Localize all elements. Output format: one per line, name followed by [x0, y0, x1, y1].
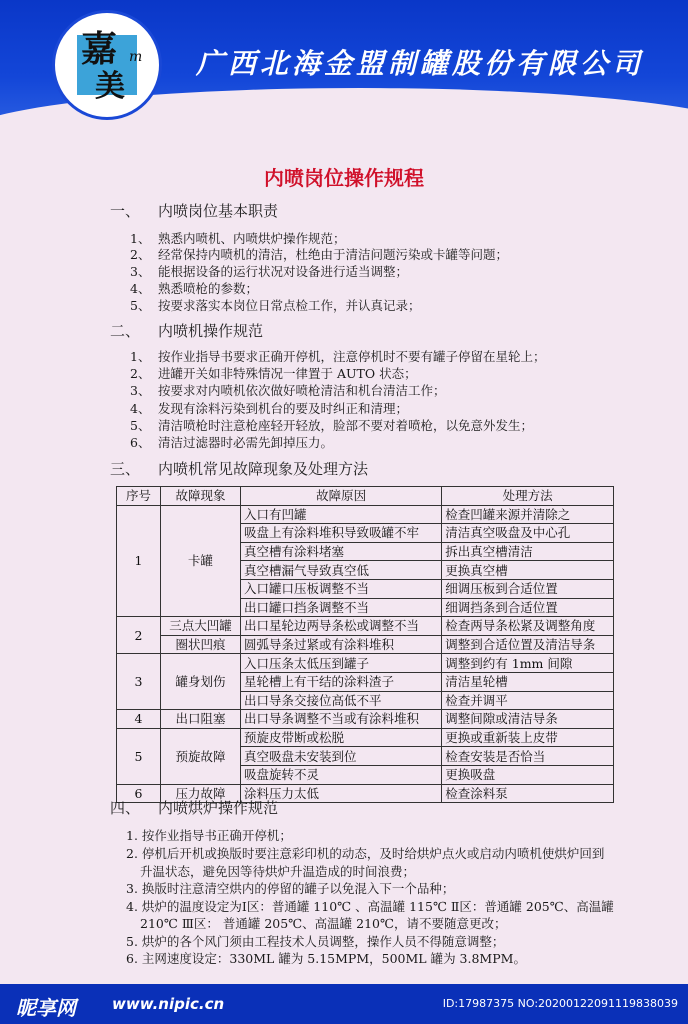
- paragraph-line: 210℃ Ⅲ区： 普通罐 205℃、高温罐 210℃，请不要随意更改；: [140, 916, 507, 931]
- fault-fix: 检查安装是否恰当: [442, 747, 614, 766]
- table-header-row: [117, 487, 614, 506]
- fault-fix: 检查凹罐来源并清除之: [442, 505, 614, 524]
- fault-fix: 更换吸盘: [442, 765, 614, 784]
- paragraph-line: 4. 烘炉的温度设定为Ⅰ区：普通罐 110℃ 、高温罐 115℃ Ⅱ区：普通罐 205℃、高温罐: [126, 899, 614, 914]
- fault-cause: 入口压条太低压到罐子: [241, 654, 442, 673]
- list-item: 1、 按作业指导书要求正确开停机，注意停机时不要有罐子停留在星轮上；: [130, 349, 546, 364]
- logo-letter: m: [129, 49, 143, 65]
- fault-cause: 入口罐口压板调整不当: [241, 579, 442, 598]
- fault-phenomenon: 罐身划伤: [160, 654, 240, 710]
- fault-fix: 检查两导条松紧及调整角度: [442, 617, 614, 636]
- paragraph-line: 5. 烘炉的各个风门须由工程技术人员调整，操作人员不得随意调整；: [126, 934, 505, 949]
- list-item: 2、 进罐开关如非特殊情况一律置于 AUTO 状态；: [130, 366, 417, 381]
- fault-cause: 真空吸盘未安装到位: [241, 747, 442, 766]
- row-number: 3: [117, 654, 161, 710]
- list-item: 5、 按要求落实本岗位日常点检工作，并认真记录；: [130, 298, 421, 313]
- image-id: ID:17987375 NO:20200122091119838039: [442, 997, 678, 1010]
- fault-phenomenon: 预旋故障: [160, 728, 240, 784]
- table-row: [117, 728, 614, 747]
- fault-cause: 吸盘上有涂料堆积导致吸罐不牢: [241, 524, 442, 543]
- fault-fix: 细调挡条到合适位置: [442, 598, 614, 617]
- fault-cause: 预旋皮带断或松脱: [241, 728, 442, 747]
- fault-cause: 出口导条调整不当或有涂料堆积: [241, 710, 442, 729]
- fault-cause: 出口罐口挡条调整不当: [241, 598, 442, 617]
- list-item: 6、 清洁过滤器时必需先卸掉压力。: [130, 435, 334, 450]
- fault-fix: 清洁星轮槽: [442, 672, 614, 691]
- company-logo: [52, 10, 162, 120]
- table-row: [117, 617, 614, 636]
- fault-fix: 检查并调平: [442, 691, 614, 710]
- fault-cause: 真空槽漏气导致真空低: [241, 561, 442, 580]
- fault-cause: 出口星轮边两导条松或调整不当: [241, 617, 442, 636]
- paragraph-line: 3. 换版时注意清空烘内的停留的罐子以免混入下一个品种；: [126, 881, 455, 896]
- watermark-brand: 昵享网: [16, 996, 76, 1020]
- fault-cause: 真空槽有涂料堵塞: [241, 542, 442, 561]
- section-number: 一、: [110, 202, 141, 220]
- fault-cause: 圆弧导条过紧或有涂料堆积: [241, 635, 442, 654]
- section-number: 三、: [110, 460, 141, 478]
- fault-fix: 调整到合适位置及清洁导条: [442, 635, 614, 654]
- fault-phenomenon: 卡罐: [160, 505, 240, 617]
- fault-phenomenon: 压力故障: [160, 784, 240, 803]
- logo-char-1: 嘉: [81, 28, 118, 70]
- company-name: 广西北海金盟制罐股份有限公司: [196, 47, 645, 80]
- document-title: 内喷岗位操作规程: [264, 166, 424, 190]
- fault-cause: 出口导条交接位高低不平: [241, 691, 442, 710]
- fault-phenomenon: 圈状凹痕: [160, 635, 240, 654]
- paragraph-line: 1. 按作业指导书正确开停机；: [126, 828, 292, 843]
- fault-fix: 清洁真空吸盘及中心孔: [442, 524, 614, 543]
- list-item: 3、 能根据设备的运行状况对设备进行适当调整；: [130, 264, 409, 279]
- row-number: 1: [117, 505, 161, 617]
- table-row: [117, 635, 614, 654]
- list-item: 2、 经常保持内喷机的清洁，杜绝由于清洁问题污染或卡罐等问题；: [130, 247, 509, 262]
- paragraph-line: 升温状态，避免因等待烘炉升温造成的时间浪费；: [140, 864, 416, 879]
- section-title: 内喷机常见故障现象及处理方法: [158, 460, 369, 478]
- column-header: 序号: [117, 487, 161, 506]
- table-row: [117, 654, 614, 673]
- fault-fix: 更换真空槽: [442, 561, 614, 580]
- column-header: 故障现象: [160, 487, 240, 506]
- column-header: 处理方法: [442, 487, 614, 506]
- fault-fix: 调整到约有 1mm 间隙: [442, 654, 614, 673]
- row-number: 5: [117, 728, 161, 784]
- list-item: 1、 熟悉内喷机、内喷烘炉操作规范；: [130, 231, 346, 246]
- fault-fix: 细调压板到合适位置: [442, 579, 614, 598]
- fault-cause: 涂料压力太低: [241, 784, 442, 803]
- section-number: 四、: [110, 799, 141, 817]
- fault-cause: 星轮槽上有干结的涂料渣子: [241, 672, 442, 691]
- fault-cause: 入口有凹罐: [241, 505, 442, 524]
- row-number: 2: [117, 617, 161, 654]
- fault-fix: 检查涂料泵: [442, 784, 614, 803]
- section-1-heading: [110, 200, 278, 221]
- column-header: 故障原因: [241, 487, 442, 506]
- section-number: 二、: [110, 322, 141, 340]
- header-banner: [0, 0, 688, 128]
- fault-fix: 更换或重新装上皮带: [442, 728, 614, 747]
- paragraph-line: 6. 主网速度设定：330ML 罐为 5.15MPM，500ML 罐为 3.8MPM。: [126, 951, 526, 966]
- watermark-url: www.nipic.cn: [112, 995, 225, 1013]
- logo-char-2: 美: [95, 69, 125, 104]
- list-item: 3、 按要求对内喷机依次做好喷枪清洁和机台清洁工作；: [130, 383, 446, 398]
- list-item: 5、 清洁喷枪时注意枪座轻开轻放，脸部不要对着喷枪，以免意外发生；: [130, 418, 534, 433]
- section-4-heading: [110, 797, 278, 818]
- list-item: 4、 发现有涂料污染到机台的要及时纠正和清理；: [130, 401, 409, 416]
- fault-phenomenon: 出口阻塞: [160, 710, 240, 729]
- fault-cause: 吸盘旋转不灵: [241, 765, 442, 784]
- section-title: 内喷烘炉操作规范: [158, 799, 279, 817]
- section-2-heading: [110, 320, 263, 341]
- table-row: [117, 505, 614, 524]
- row-number: 4: [117, 710, 161, 729]
- row-number: 6: [117, 784, 161, 803]
- section-title: 内喷岗位基本职责: [158, 202, 279, 220]
- section-title: 内喷机操作规范: [158, 322, 264, 340]
- fault-fix: 拆出真空槽清洁: [442, 542, 614, 561]
- list-item: 4、 熟悉喷枪的参数；: [130, 281, 259, 296]
- watermark-footer: [0, 984, 688, 1024]
- fault-fix: 调整间隙或清洁导条: [442, 710, 614, 729]
- section-3-heading: [110, 458, 368, 479]
- table-row: [117, 710, 614, 729]
- fault-phenomenon: 三点大凹罐: [160, 617, 240, 636]
- paragraph-line: 2. 停机后开机或换版时要注意彩印机的动态，及时给烘炉点火或启动内喷机使烘炉回到: [126, 846, 605, 861]
- fault-table: [116, 486, 614, 803]
